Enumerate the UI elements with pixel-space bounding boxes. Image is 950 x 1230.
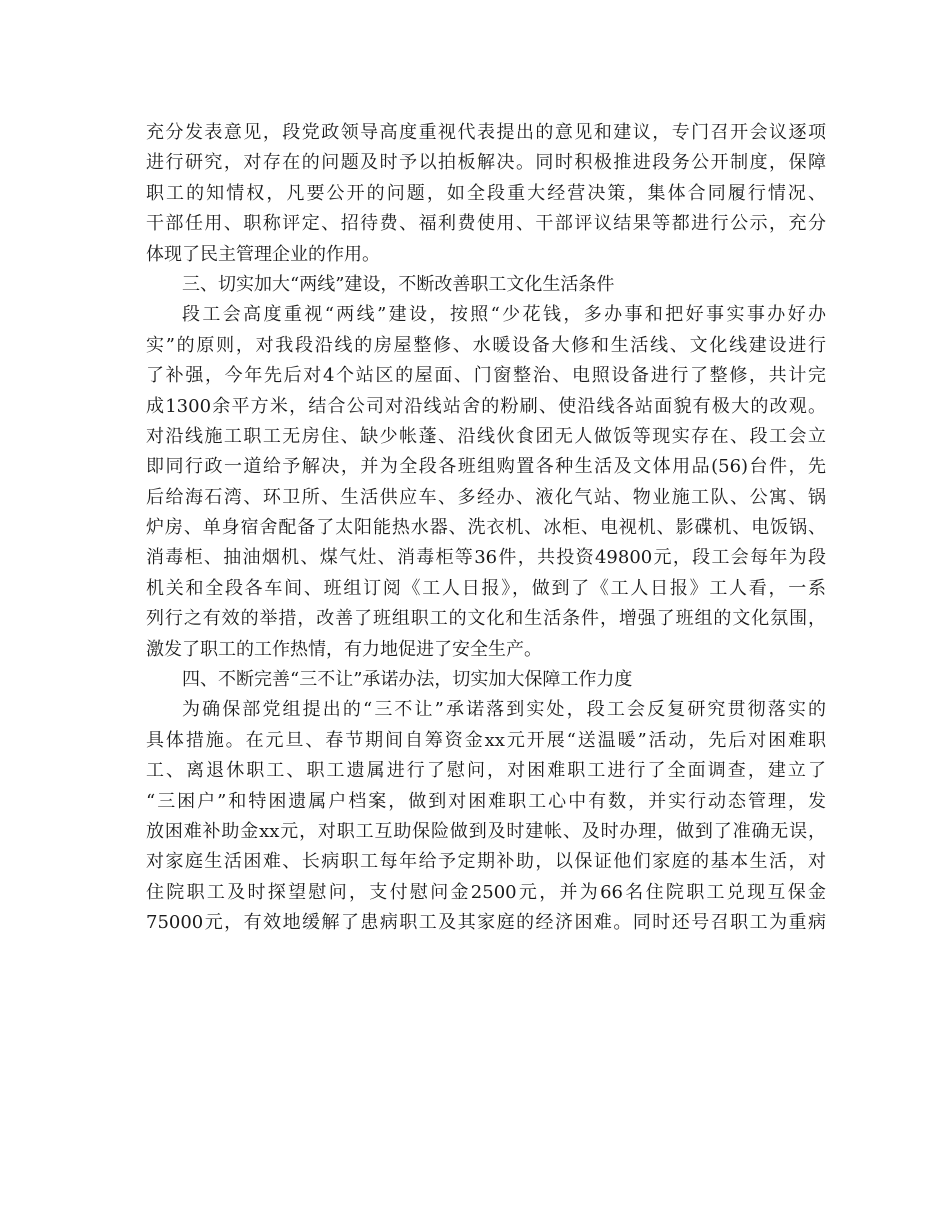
paragraph-start: 为确保部党组提出的“三不让”承诺落到实处，段工会反复研究贯彻落实的 (182, 699, 826, 721)
section-heading-3: 三、切实加大“两线”建设，不断改善职工文化生活条件 (182, 273, 615, 295)
document-body (146, 118, 826, 939)
text-line: 具体措施。在元旦、春节期间自筹资金xx元开展“送温暖”活动，先后对困难职 (146, 729, 826, 751)
text-line: 机关和全段各车间、班组订阅《工人日报》，做到了《工人日报》工人看，一系 (146, 577, 826, 599)
section-heading-4: 四、不断完善“三不让”承诺办法，切实加大保障工作力度 (182, 669, 633, 691)
text-line: 激发了职工的工作热情，有力地促进了安全生产。 (146, 638, 542, 660)
text-line: 成1300余平方米，结合公司对沿线站舍的粉刷、使沿线各站面貌有极大的改观。 (146, 395, 826, 417)
paragraph-start: 段工会高度重视“两线”建设，按照“少花钱，多办事和把好事实事办好办 (182, 304, 826, 326)
text-line: 即同行政一道给予解决，并为全段各班组购置各种生活及文体用品(56)台件，先 (146, 456, 826, 478)
text-line: 干部任用、职称评定、招待费、福利费使用、干部评议结果等都进行公示，充分 (146, 213, 826, 235)
text-line: 列行之有效的举措，改善了班组职工的文化和生活条件，增强了班组的文化氛围， (146, 608, 826, 630)
text-line: 炉房、单身宿舍配备了太阳能热水器、洗衣机、冰柜、电视机、影碟机、电饭锅、 (146, 517, 826, 539)
text-line: 消毒柜、抽油烟机、煤气灶、消毒柜等36件，共投资49800元，段工会每年为段 (146, 547, 826, 569)
text-line: 职工的知情权，凡要公开的问题，如全段重大经营决策，集体合同履行情况、 (146, 182, 826, 204)
text-line: 75000元，有效地缓解了患病职工及其家庭的经济困难。同时还号召职工为重病 (146, 912, 826, 934)
text-line: 了补强，今年先后对4个站区的屋面、门窗整治、电照设备进行了整修，共计完 (146, 365, 826, 387)
text-line: 对沿线施工职工无房住、缺少帐蓬、沿线伙食团无人做饭等现实存在、段工会立 (146, 425, 826, 447)
text-line: 住院职工及时探望慰问，支付慰问金2500元，并为66名住院职工兑现互保金 (146, 881, 826, 903)
text-line: 对家庭生活困难、长病职工每年给予定期补助，以保证他们家庭的基本生活，对 (146, 851, 826, 873)
text-line: 进行研究，对存在的问题及时予以拍板解决。同时积极推进段务公开制度，保障 (146, 152, 826, 174)
text-line: 放困难补助金xx元，对职工互助保险做到及时建帐、及时办理，做到了准确无误， (146, 820, 826, 842)
text-line: 实”的原则，对我段沿线的房屋整修、水暖设备大修和生活线、文化线建设进行 (146, 334, 826, 356)
text-line: 工、离退休职工、职工遗属进行了慰问，对困难职工进行了全面调查，建立了 (146, 760, 826, 782)
text-line: 后给海石湾、环卫所、生活供应车、多经办、液化气站、物业施工队、公寓、锅 (146, 486, 826, 508)
text-line: 充分发表意见，段党政领导高度重视代表提出的意见和建议，专门召开会议逐项 (146, 122, 826, 143)
text-line: 体现了民主管理企业的作用。 (146, 243, 380, 265)
text-line: “三困户”和特困遗属户档案，做到对困难职工心中有数，并实行动态管理，发 (146, 790, 826, 812)
